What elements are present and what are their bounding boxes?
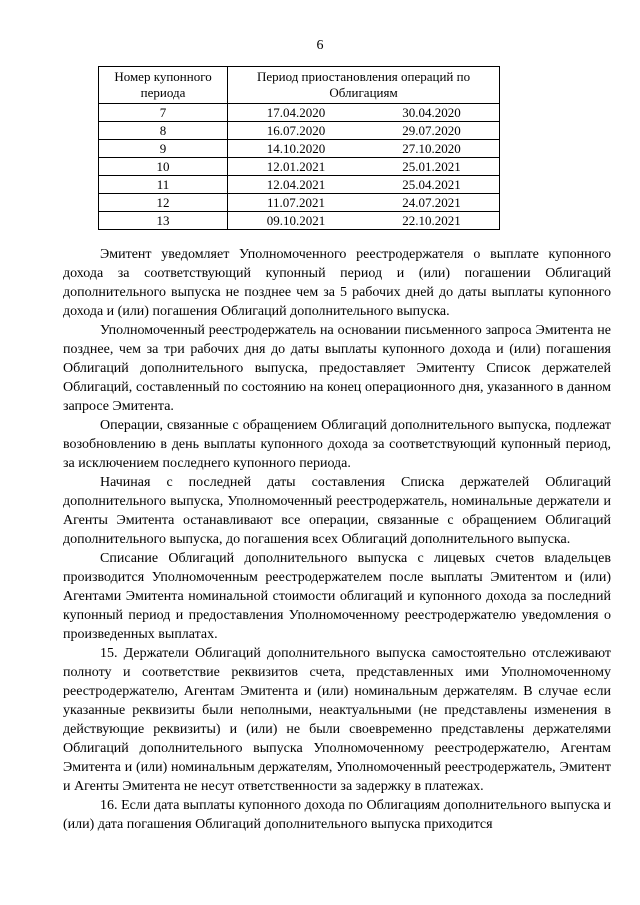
cell-start-date: 17.04.2020 xyxy=(228,104,364,122)
table-header-row xyxy=(99,67,500,104)
cell-end-date: 22.10.2021 xyxy=(364,212,500,230)
cell-start-date: 09.10.2021 xyxy=(228,212,364,230)
cell-period: 12 xyxy=(99,194,228,212)
header-suspension-period: Период приостановления операций по Облигациям xyxy=(228,67,500,104)
paragraph-issuer-notice: Эмитент уведомляет Уполномоченного реестродержателя о выплате купонного дохода за соответствующий купонный период и (или) погашении Облигаций дополнительного выпуска не позднее чем за 5 рабочих дней до даты выплаты купонного дохода и (или) погашения Облигаций дополнительного выпуска. xyxy=(63,247,611,319)
table-row xyxy=(99,212,500,230)
cell-end-date: 25.04.2021 xyxy=(364,176,500,194)
cell-start-date: 14.10.2020 xyxy=(228,140,364,158)
table-row xyxy=(99,158,500,176)
paragraph-15-account-details: 15. Держатели Облигаций дополнительного выпуска самостоятельно отслеживают полноту и соответствие реквизитов счета, представленных ими Уполномоченному реестродержателю, Агентам Эмитента и (или) номинальным держателям. В случае если указанные реквизиты были неполными, неактуальными (не представлены изменения в действующие реквизиты) и (или) не были своевременно представлены держателями Облигаций дополнительного выпуска Уполномоченному реестродержателю, Агентам Эмитента и (или) номинальным держателям, Уполномоченный реестродержатель, Эмитент и Агенты Эмитента не несут ответственности за задержку в платежах. xyxy=(63,646,611,794)
cell-period: 10 xyxy=(99,158,228,176)
paragraph-operations-resume: Операции, связанные с обращением Облигаций дополнительного выпуска, подлежат возобновлению в день выплаты купонного дохода за соответствующий купонный период, за исключением последнего купонного периода. xyxy=(63,418,611,471)
cell-end-date: 30.04.2020 xyxy=(364,104,500,122)
cell-end-date: 29.07.2020 xyxy=(364,122,500,140)
table-row xyxy=(99,194,500,212)
cell-start-date: 11.07.2021 xyxy=(228,194,364,212)
cell-period: 7 xyxy=(99,104,228,122)
paragraph-holders-list: Уполномоченный реестродержатель на основании письменного запроса Эмитента не позднее, чем за три рабочих дня до даты выплаты купонного дохода и (или) погашения Облигаций дополнительного выпуска, предоставляет Эмитенту Список держателей Облигаций, составленный по состоянию на конец операционного дня, указанного в данном запросе Эмитента. xyxy=(63,323,611,414)
table-row xyxy=(99,122,500,140)
cell-period: 9 xyxy=(99,140,228,158)
cell-start-date: 16.07.2020 xyxy=(228,122,364,140)
table-row xyxy=(99,104,500,122)
paragraph-write-off: Списание Облигаций дополнительного выпуска с лицевых счетов владельцев производится Уполномоченным реестродержателем после выплаты Эмитентом и (или) Агентами Эмитента номинальной стоимости облигаций и купонного дохода за последний купонный период и предоставления Уполномоченному реестродержателю уведомления о произведенных выплатах. xyxy=(63,551,611,642)
cell-period: 8 xyxy=(99,122,228,140)
cell-period: 13 xyxy=(99,212,228,230)
paragraph-operations-stop: Начиная с последней даты составления Списка держателей Облигаций дополнительного выпуска, Уполномоченный реестродержатель, номинальные держатели и Агенты Эмитента останавливают все операции, связанные с обращением Облигаций дополнительного выпуска, до погашения всех Облигаций дополнительного выпуска. xyxy=(63,475,611,547)
cell-end-date: 24.07.2021 xyxy=(364,194,500,212)
cell-start-date: 12.04.2021 xyxy=(228,176,364,194)
page-number: 6 xyxy=(316,38,324,53)
table-row xyxy=(99,140,500,158)
document-body xyxy=(63,245,611,834)
paragraph-16-payment-date: 16. Если дата выплаты купонного дохода по Облигациям дополнительного выпуска и (или) дата погашения Облигаций дополнительного выпуска приходится xyxy=(63,798,611,832)
cell-start-date: 12.01.2021 xyxy=(228,158,364,176)
header-coupon-period: Номер купонного периода xyxy=(99,67,228,104)
cell-end-date: 27.10.2020 xyxy=(364,140,500,158)
cell-end-date: 25.01.2021 xyxy=(364,158,500,176)
suspension-schedule-table xyxy=(98,66,500,230)
cell-period: 11 xyxy=(99,176,228,194)
table-row xyxy=(99,176,500,194)
